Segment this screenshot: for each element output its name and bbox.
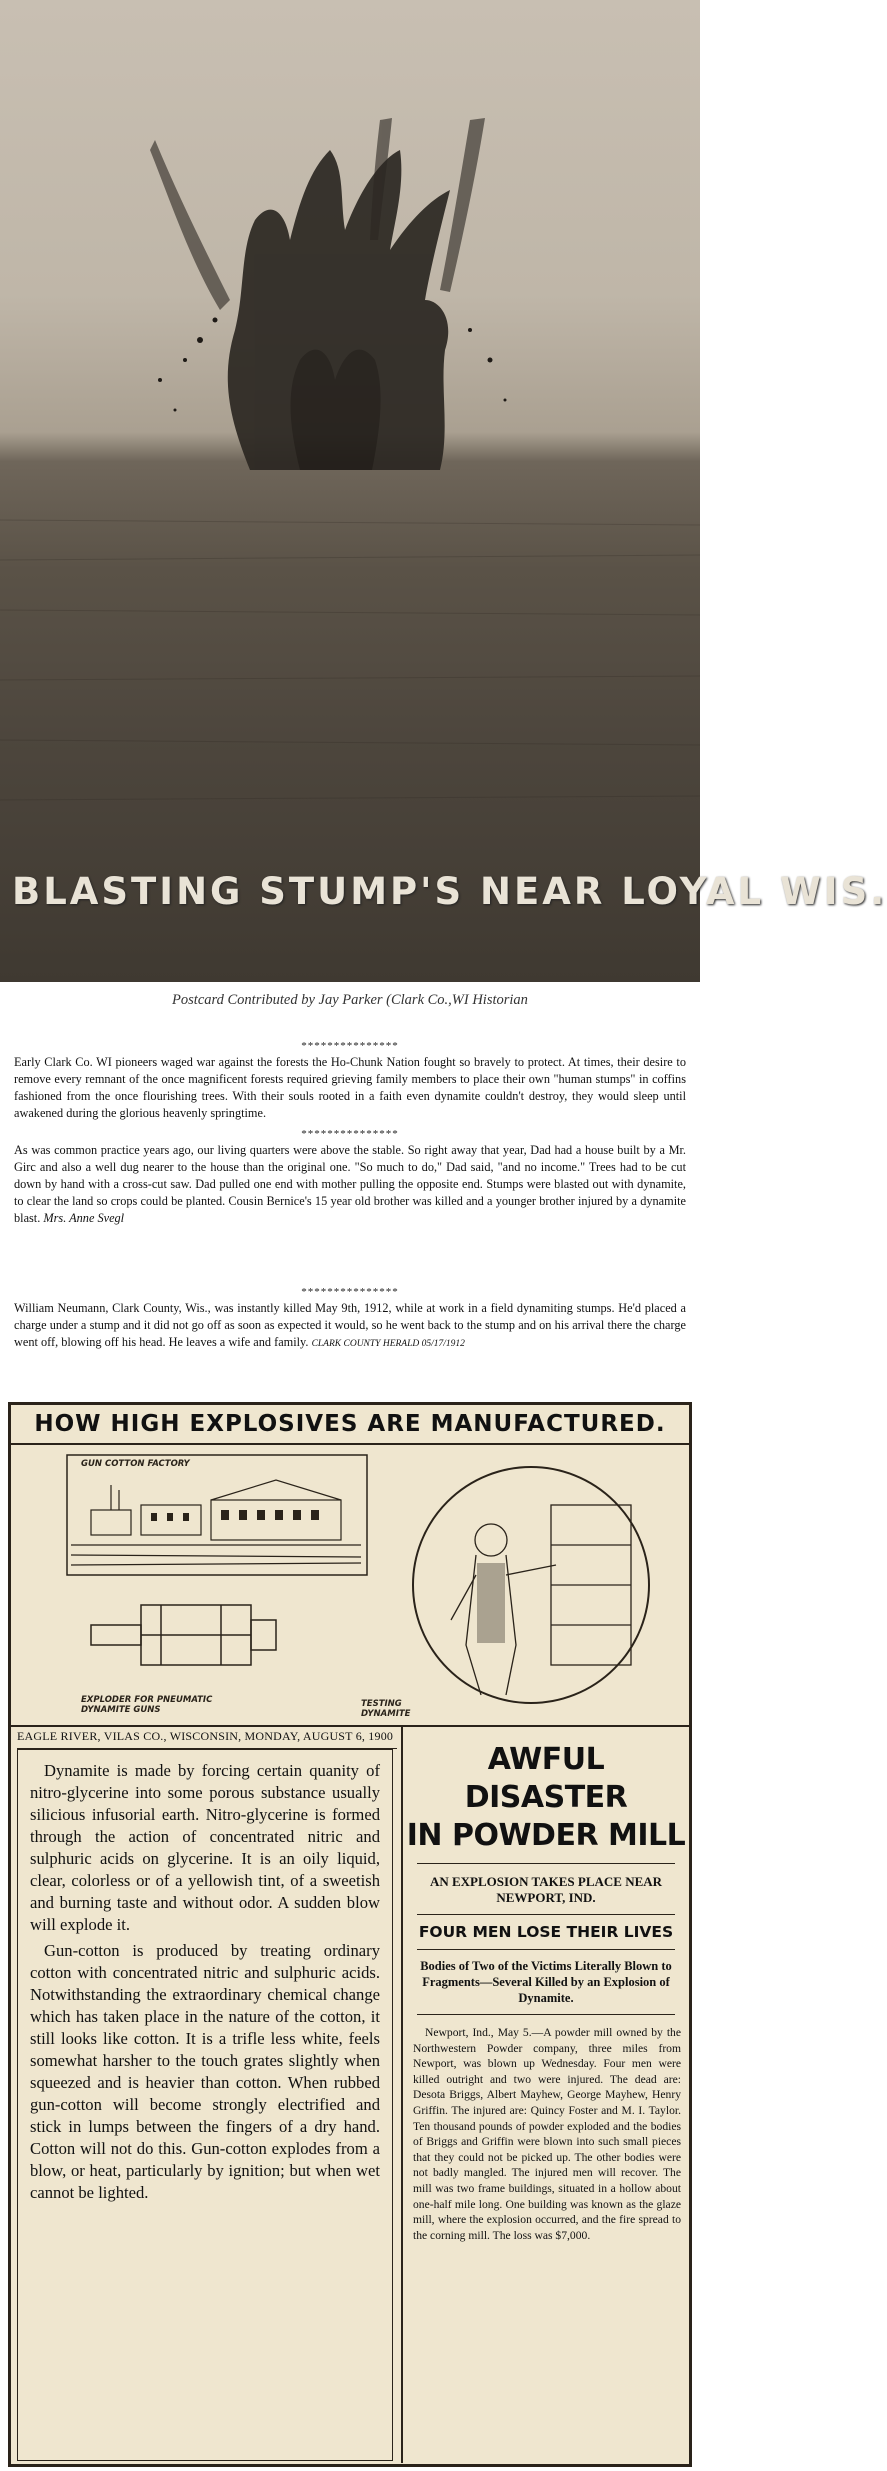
clipping-headline: HOW HIGH EXPLOSIVES ARE MANUFACTURED. (11, 1405, 689, 1445)
label-gun-cotton-factory: GUN COTTON FACTORY (81, 1459, 190, 1469)
article-svegl-signature: Mrs. Anne Svegl (43, 1211, 125, 1225)
divider (417, 2014, 675, 2015)
article-svegl-text: As was common practice years ago, our living quarters were above the stable. So right away that year, Dad had a house built by a Mr. Girc and also a well dug nearer to the house than the original one. "So much to do," Dad said, "and no income." Trees had to be cut down by hand with a cross-cut saw. Dad pulled one end with mother pulling the opposite end. Stumps were blasted out with dynamite, to clear the land so crops could be planted. Cousin Bernice's 15 year old brother was killed and a younger brother injured by a dynamite blast. (14, 1143, 686, 1225)
powder-mill-article (401, 1727, 689, 2463)
explosives-engraving (11, 1445, 689, 1725)
powder-mill-headline (403, 1741, 689, 1855)
separator: *************** (301, 1286, 399, 1298)
separator: *************** (301, 1040, 399, 1052)
article-pioneers: Early Clark Co. WI pioneers waged war against the forests the Ho-Chunk Nation fought so bravely to protect. At times, their desire to remove every remnant of the once magnificent forests required grieving family members to place their own "human stumps" in coffins fashioned from the once flourishing trees. With their souls rooted in a faith even dynamite couldn't destroy, they would sleep until awakened during the glorious heavenly springtime. (14, 1055, 686, 1120)
blast-illustration (0, 0, 700, 982)
photo-credit: Postcard Contributed by Jay Parker (Clark Co.,WI Historian (172, 992, 528, 1008)
photo-caption: BLASTING STUMP'S NEAR LOYAL WIS. (12, 870, 887, 913)
divider (417, 1863, 675, 1864)
label-exploder: EXPLODER FOR PNEUMATIC DYNAMITE GUNS (81, 1695, 213, 1715)
separator: *************** (301, 1128, 399, 1140)
divider (417, 1914, 675, 1915)
powder-mill-subhead-1: AN EXPLOSION TAKES PLACE NEAR NEWPORT, IND. (429, 1874, 663, 1905)
clipping-illustrations (11, 1445, 689, 1727)
powder-mill-subhead-3: Bodies of Two of the Victims Literally Blown to Fragments—Several Killed by an Explosion of Dynamite. (420, 1959, 672, 2005)
article-neumann-text: William Neumann, Clark County, Wis., was instantly killed May 9th, 1912, while at work in a field dynamiting stumps. He'd placed a charge under a stump and it did not go off as soon as expected it would, so he went back to the stump and on his arrival there the charge went off, blowing off his head. He leaves a wife and family. (14, 1301, 686, 1349)
article-neumann (14, 1300, 686, 1353)
clipping-dateline: EAGLE RIVER, VILAS CO., WISCONSIN, MONDAY, AUGUST 6, 1900 (17, 1729, 397, 1749)
headline-line-2: IN POWDER MILL (406, 1818, 686, 1853)
headline-line-1: AWFUL DISASTER (464, 1742, 628, 1815)
postcard-photo (0, 0, 887, 982)
label-testing-dynamite: TESTING DYNAMITE (361, 1699, 411, 1719)
powder-mill-body: Newport, Ind., May 5.—A powder mill owned by the Northwestern Powder company, three miles from Newport, was blown up Wednesday. Four men were killed outright and two were injured. The dead are: Desota Briggs, Albert Mayhew, George Mayhew, Henry Griffin. The injured are: Quincy Foster and M. I. Taylor. Ten thousand pounds of powder exploded and the bodies of Briggs and Griffin were blown into such small pieces that they could not be picked up. The other bodies were not badly mangled. The injured men will recover. The mill was two frame buildings, situated in a hollow about one-half mile long. One building was known as the glaze mill, where the explosion occurred, and the fire spread to the corning mill. The loss was $7,000. (413, 2026, 681, 2242)
gun-cotton-paragraph: Gun-cotton is produced by treating ordinary cotton with concentrated nitric and sulphuric acids. Notwithstanding the extraordinary chemical change which has taken place in the nature of the cotton, it still looks like cotton. It is a trifle less white, feels somewhat harsher to the touch grates slightly when squeezed and is heavier than cotton. When rubbed gun-cotton will become strongly electrified and stick in lumps between the fingers of a dry hand. Cotton will not do this. Gun-cotton explodes from a blow, or heat, particularly by ignition; but when wet cannot be lighted. (30, 1941, 380, 2202)
powder-mill-subhead-2: FOUR MEN LOSE THEIR LIVES (418, 1923, 674, 1941)
dynamite-article (17, 1749, 393, 2461)
article-svegl (14, 1142, 686, 1227)
newspaper-clipping (8, 1402, 692, 2467)
dynamite-paragraph: Dynamite is made by forcing certain quanity of nitro-glycerine into some porous substance usually silicious infusorial earth. Nitro-glycerine is formed through the action of concentrated nitric and sulphuric acids on glycerine. It is an oily liquid, clear, colorless or of a yellowish tint, of a sweetish and burning taste and without odor. A sudden blow will explode it. (30, 1761, 380, 1934)
article-neumann-source: CLARK COUNTY HERALD 05/17/1912 (311, 1339, 465, 1349)
divider (417, 1949, 675, 1950)
